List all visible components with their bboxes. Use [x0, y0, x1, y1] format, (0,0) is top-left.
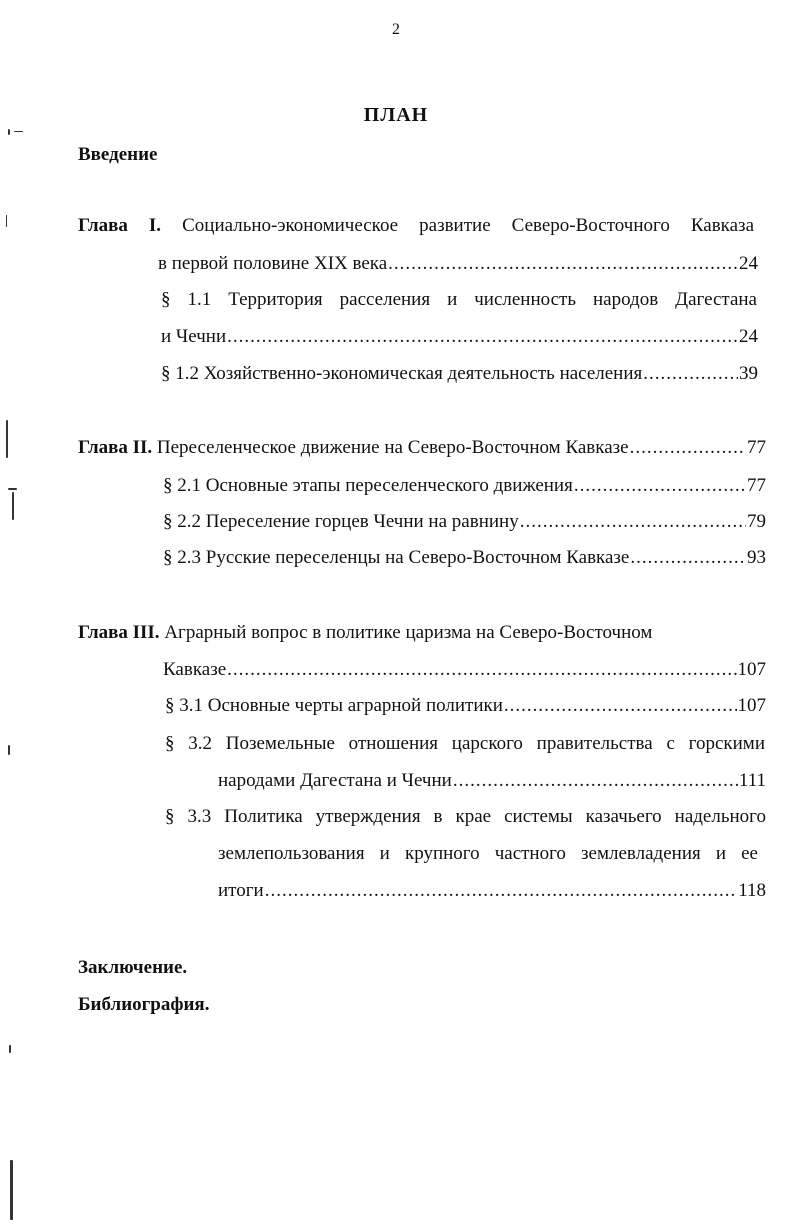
section-2-3-page: 93: [747, 547, 766, 568]
chapter1-title-text: Социально-экономическое развитие Северо-Восточного Кавказа: [182, 215, 755, 236]
chapter2-title: [78, 437, 766, 459]
section-3-1-text: § 3.1 Основные черты аграрной политики: [165, 695, 503, 716]
section-2-2-text: § 2.2 Переселение горцев Чечни на равнину: [163, 511, 519, 532]
section-3-2-page: 111: [738, 770, 766, 791]
section-2-2-page: 79: [747, 511, 766, 532]
section-3-1-page: 107: [737, 695, 766, 716]
section-3-3-text-3: итоги: [218, 880, 264, 901]
bibliography-heading: Библиография.: [78, 994, 210, 1015]
chapter2-page: 77: [747, 437, 766, 458]
section-3-3-line1: § 3.3 Политика утверждения в крае системы казачьего надельного: [165, 806, 766, 827]
section-2-1: [163, 475, 766, 497]
section-3-2-line2: [218, 770, 766, 792]
section-2-3: [163, 547, 766, 569]
leader-dots: [388, 253, 738, 275]
chapter1-title-line2: [158, 253, 758, 275]
chapter3-title-line2: [163, 659, 766, 681]
conclusion-heading: Заключение.: [78, 957, 188, 978]
chapter2-title-text: [78, 437, 629, 459]
leader-dots: [227, 659, 736, 681]
scan-artifact: [9, 1045, 11, 1053]
section-2-1-text: § 2.1 Основные этапы переселенческого движения: [163, 475, 573, 496]
chapter3-title-line1: [78, 622, 652, 644]
section-3-3-line3: [218, 880, 766, 902]
leader-dots: [520, 511, 746, 533]
leader-dots: [630, 437, 746, 459]
section-2-3-text: § 2.3 Русские переселенцы на Северо-Восточном Кавказе: [163, 547, 630, 568]
leader-dots: [227, 326, 738, 348]
section-1-2-page: 39: [739, 363, 758, 384]
chapter1-label: Глава I.: [78, 215, 162, 236]
chapter3-label: Глава III.: [78, 622, 160, 643]
chapter3-title-text: Аграрный вопрос в политике царизма на Северо-Восточном: [164, 622, 653, 643]
chapter2-title-inner: Переселенческое движение на Северо-Восточном Кавказе: [156, 437, 629, 458]
chapter3-page: 107: [737, 659, 766, 680]
scan-artifact: [8, 745, 10, 755]
leader-dots: [630, 547, 746, 569]
chapter2-label: Глава II.: [78, 437, 153, 458]
page-number: 2: [392, 21, 400, 38]
scan-artifact: [6, 420, 8, 458]
scan-artifact: [8, 488, 17, 490]
page-title: ПЛАН: [363, 104, 429, 126]
leader-dots: [643, 363, 738, 385]
section-1-1-line1: § 1.1 Территория расселения и численность народов Дагестана: [161, 289, 757, 310]
section-2-1-page: 77: [747, 475, 766, 496]
leader-dots: [504, 695, 737, 717]
scan-artifact: [10, 1160, 13, 1220]
section-2-2: [163, 511, 766, 533]
section-3-3-page: 118: [738, 880, 766, 901]
section-3-3-line2: землепользования и крупного частного землевладения и ее: [218, 843, 758, 864]
scan-artifact: [12, 492, 14, 520]
section-1-2-text: § 1.2 Хозяйственно-экономическая деятельность населения: [161, 363, 643, 384]
scan-artifact: [14, 131, 23, 132]
section-1-1-text-2: и Чечни: [161, 326, 227, 347]
scan-artifact: [6, 215, 7, 227]
section-1-2: [161, 363, 758, 385]
intro-heading: Введение: [78, 144, 158, 165]
chapter3-title-text-2: Кавказе: [163, 659, 227, 680]
chapter1-title-line1: [78, 215, 754, 237]
leader-dots: [453, 770, 738, 792]
section-1-1-page: 24: [739, 326, 758, 347]
section-3-2-text-2: народами Дагестана и Чечни: [218, 770, 452, 791]
section-3-2-line1: § 3.2 Поземельные отношения царского правительства с горскими: [165, 733, 765, 754]
leader-dots: [265, 880, 738, 902]
chapter1-page: 24: [739, 253, 758, 274]
section-3-1: [165, 695, 766, 717]
scan-artifact: [8, 129, 10, 135]
section-1-1-line2: [161, 326, 758, 348]
chapter1-title-text-2: в первой половине XIX века: [158, 253, 388, 274]
leader-dots: [574, 475, 746, 497]
